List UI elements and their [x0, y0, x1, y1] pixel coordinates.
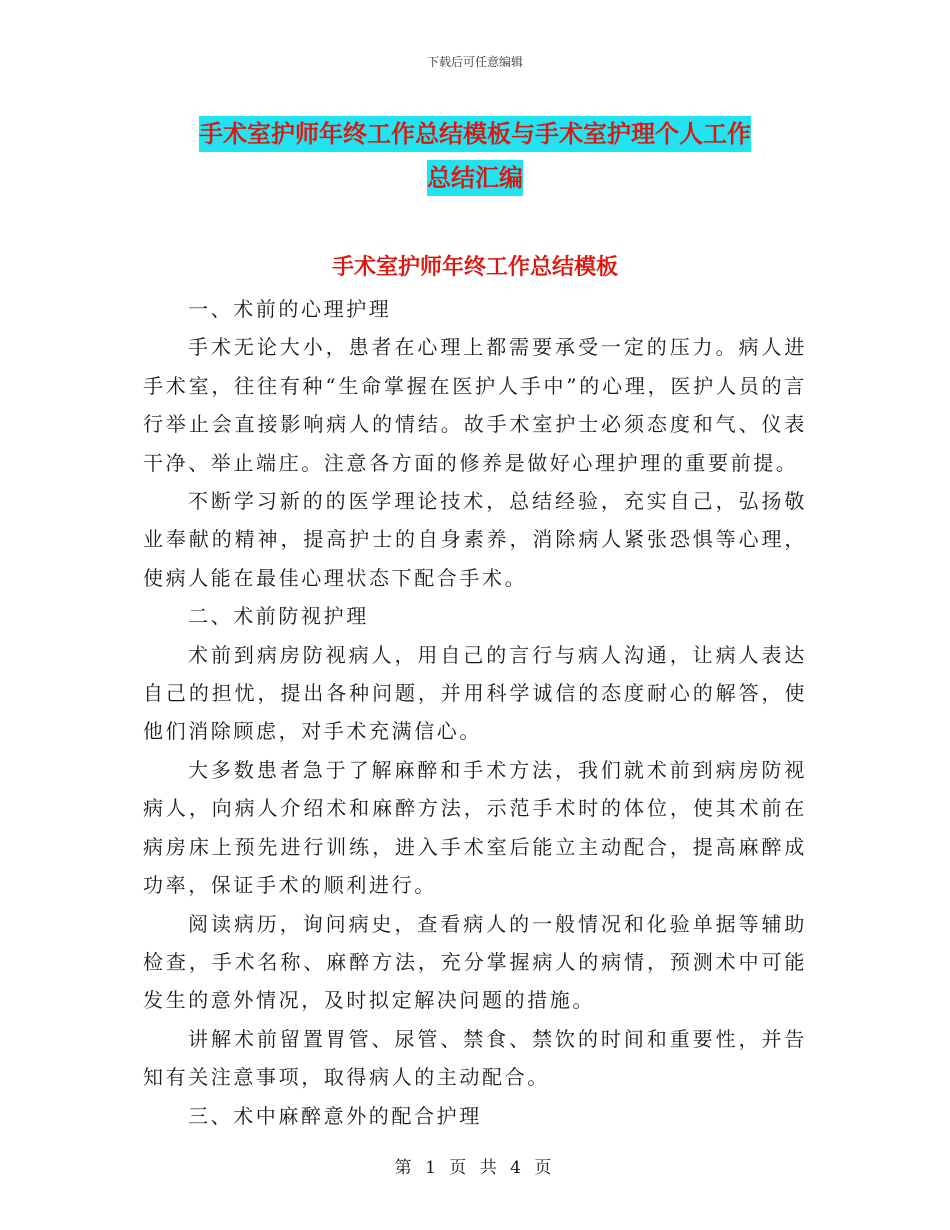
heading-preop-psychological-care: 一、术前的心理护理 [188, 297, 392, 321]
heading-intraop-anesthesia-care: 三、术中麻醉意外的配合护理 [188, 1103, 482, 1128]
document-title-line-2-text: 总结汇编 [427, 160, 523, 196]
document-title-line-1-text: 手术室护师年终工作总结模板与手术室护理个人工作 [199, 116, 751, 152]
paragraph: 大多数患者急于了解麻醉和手术方法，我们就术前到病房防视病人，向病人介绍术和麻醉方法，示范手术时的体位，使其术前在病房床上预先进行训练，进入手术室后能立主动配合，提高麻醉成功率，保证手术的顺利进行。 [143, 757, 807, 898]
paragraph: 讲解术前留置胃管、尿管、禁食、禁饮的时间和重要性，并告知有关注意事项，取得病人的主动配合。 [143, 1026, 807, 1090]
section-title: 手术室护师年终工作总结模板 [331, 254, 618, 280]
paragraph: 阅读病历，询问病史，查看病人的一般情况和化验单据等辅助检查，手术名称、麻醉方法，充分掌握病人的病情，预测术中可能发生的意外情况，及时拟定解决问题的措施。 [143, 911, 807, 1013]
heading-preop-visit-care: 二、术前防视护理 [188, 604, 369, 629]
document-title-line-2 [0, 160, 950, 196]
header-note: 下载后可任意编辑 [426, 55, 523, 69]
page-number-footer: 第 1 页 共 4 页 [394, 1158, 556, 1178]
document-body [143, 290, 807, 1135]
document-title-line-1 [0, 116, 950, 152]
paragraph: 术前到病房防视病人，用自己的言行与病人沟通，让病人表达自己的担忧，提出各种问题，并用科学诚信的态度耐心的解答，使他们消除顾虑，对手术充满信心。 [143, 642, 807, 744]
paragraph: 手术无论大小，患者在心理上都需要承受一定的压力。病人进手术室，往往有种“生命掌握在医护人手中”的心理，医护人员的言行举止会直接影响病人的情结。故手术室护士必须态度和气、仪表干净、举止端庄。注意各方面的修养是做好心理护理的重要前提。 [143, 335, 807, 475]
paragraph: 不断学习新的的医学理论技术，总结经验，充实自己，弘扬敬业奉献的精神，提高护士的自身素养，消除病人紧张恐惧等心理，使病人能在最佳心理状态下配合手术。 [143, 489, 807, 590]
